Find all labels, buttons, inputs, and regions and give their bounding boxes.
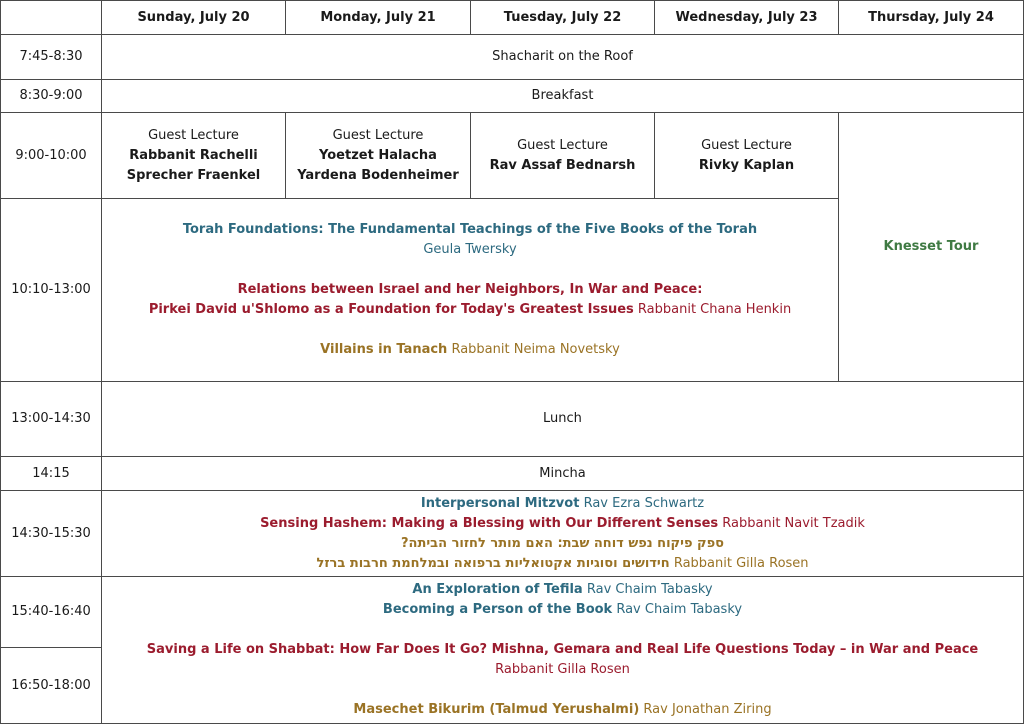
row-afternoon-courses-1 — [1, 491, 1024, 577]
lecturer-name: Yardena Bodenheimer — [297, 167, 459, 183]
course-teacher: Rav Ezra Schwartz — [583, 495, 705, 511]
course-title: Torah Foundations: The Fundamental Teachings of the Five Books of the Torah — [182, 222, 758, 237]
shacharit-cell: Shacharit on the Roof — [102, 35, 1024, 80]
lecture-kind: Guest Lecture — [148, 127, 239, 143]
row-breakfast — [1, 80, 1024, 113]
lecture-tuesday — [471, 113, 655, 199]
course-teacher: Rav Jonathan Ziring — [643, 702, 772, 717]
course-teacher: Rabbanit Navit Tzadik — [722, 515, 865, 531]
time-cell: 9:00-10:00 — [1, 113, 102, 199]
day-header-wednesday: Wednesday, July 23 — [655, 1, 839, 35]
lunch-cell: Lunch — [102, 382, 1024, 457]
day-header-tuesday: Tuesday, July 22 — [471, 1, 655, 35]
course-title-hebrew: ספק פיקוח נפש דוחה שבת: האם מותר לחזור הביתה? — [401, 535, 724, 551]
course-teacher: Rav Chaim Tabasky — [616, 602, 743, 617]
corner-cell — [1, 1, 102, 35]
lecture-kind: Guest Lecture — [517, 137, 608, 153]
time-cell: 14:15 — [1, 457, 102, 491]
course-title: Pirkei David u'Shlomo as a Foundation for Today's Greatest Issues — [148, 302, 634, 317]
day-header-sunday: Sunday, July 20 — [102, 1, 286, 35]
day-header-thursday: Thursday, July 24 — [839, 1, 1024, 35]
course-title: Sensing Hashem: Making a Blessing with Our Different Senses — [260, 515, 719, 531]
course-title: Villains in Tanach — [320, 342, 448, 357]
course-title: Saving a Life on Shabbat: How Far Does It Go? Mishna, Gemara and Real Life Questions Today – in War and Peace — [146, 642, 979, 657]
lecture-kind: Guest Lecture — [701, 137, 792, 153]
course-title: Relations between Israel and her Neighbors, In War and Peace: — [237, 282, 703, 297]
afternoon-courses-cell — [102, 491, 1024, 577]
time-cell: 14:30-15:30 — [1, 491, 102, 577]
course-title: An Exploration of Tefila — [412, 582, 583, 597]
day-header-monday: Monday, July 21 — [286, 1, 471, 35]
knesset-tour-cell: Knesset Tour — [839, 113, 1024, 382]
morning-courses-cell — [102, 199, 839, 382]
time-cell: 13:00-14:30 — [1, 382, 102, 457]
course-teacher: Rabbanit Gilla Rosen — [495, 662, 630, 677]
course-title-hebrew: חידושים וסוגיות אקטואליות ברפואה ובמלחמת חרבות ברזל — [316, 555, 670, 571]
row-shacharit — [1, 35, 1024, 80]
row-lunch — [1, 382, 1024, 457]
time-cell: 16:50-18:00 — [1, 648, 102, 724]
course-teacher: Rabbanit Gilla Rosen — [673, 555, 809, 571]
course-title: Masechet Bikurim (Talmud Yerushalmi) — [353, 702, 640, 717]
row-mincha — [1, 457, 1024, 491]
time-cell: 7:45-8:30 — [1, 35, 102, 80]
mincha-cell: Mincha — [102, 457, 1024, 491]
breakfast-cell: Breakfast — [102, 80, 1024, 113]
lecturer-name: Yoetzet Halacha — [319, 147, 437, 163]
afternoon-courses-cell-2 — [102, 577, 1024, 724]
lecture-sunday — [102, 113, 286, 199]
course-title: Interpersonal Mitzvot — [420, 495, 580, 511]
course-teacher: Rabbanit Chana Henkin — [637, 302, 792, 317]
lecturer-name: Rav Assaf Bednarsh — [489, 157, 636, 173]
header-row — [1, 1, 1024, 35]
lecture-monday — [286, 113, 471, 199]
row-afternoon-courses-2a — [1, 577, 1024, 648]
lecture-wednesday — [655, 113, 839, 199]
lecturer-name: Rabbanit Rachelli — [129, 147, 258, 163]
lecturer-name: Rivky Kaplan — [698, 157, 795, 173]
course-title: Becoming a Person of the Book — [382, 602, 613, 617]
time-cell: 8:30-9:00 — [1, 80, 102, 113]
course-teacher: Rabbanit Neima Novetsky — [451, 342, 620, 357]
lecture-kind: Guest Lecture — [332, 127, 424, 143]
course-teacher: Rav Chaim Tabasky — [586, 582, 713, 597]
row-guest-lectures — [1, 113, 1024, 199]
time-cell: 10:10-13:00 — [1, 199, 102, 382]
lecturer-name: Sprecher Fraenkel — [126, 167, 261, 183]
course-teacher: Geula Twersky — [423, 242, 517, 257]
time-cell: 15:40-16:40 — [1, 577, 102, 648]
